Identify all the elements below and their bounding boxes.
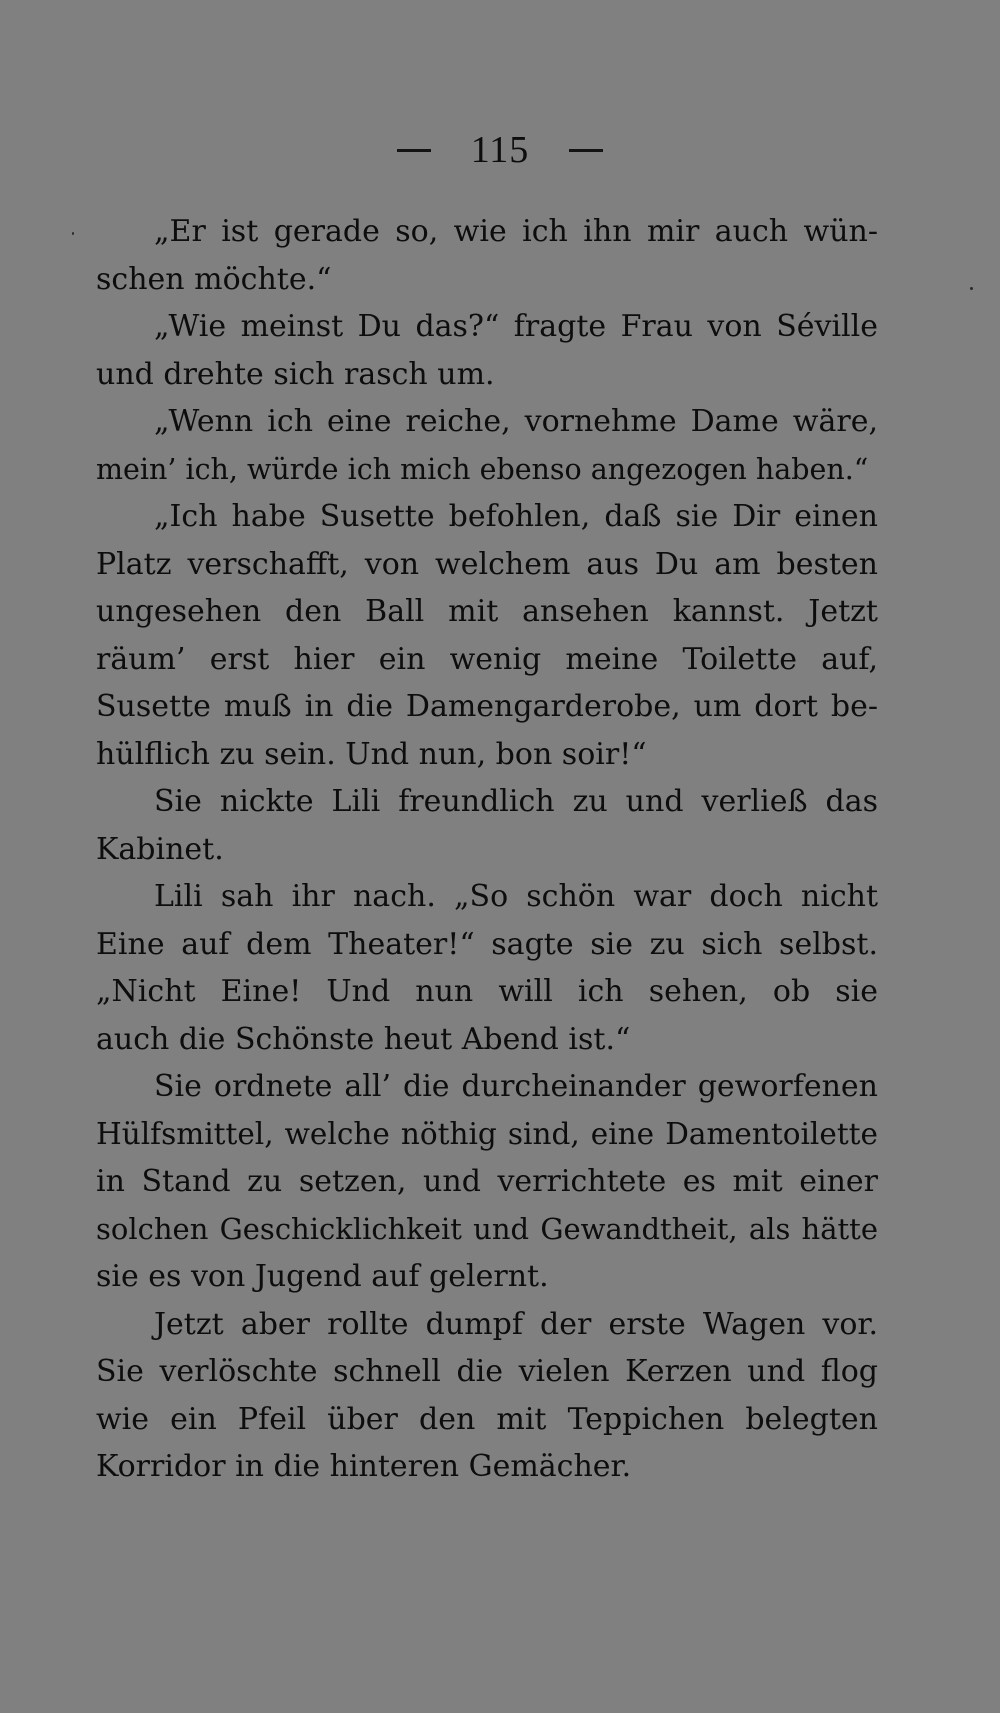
left-dash <box>397 149 431 152</box>
text-line: sie es von Jugend auf gelernt. <box>96 1259 549 1294</box>
text-line: Sie ordnete all’ die durcheinander geworfenen <box>154 1069 878 1104</box>
text-line: solchen Geschicklichkeit und Gewandtheit, als hätte <box>96 1211 878 1246</box>
text-line: Platz verschafft, von welchem aus Du am besten <box>96 546 878 582</box>
right-dash <box>569 149 603 152</box>
text-line: „Ich habe Susette befohlen, daß sie Dir einen <box>154 499 878 534</box>
text-line: Jetzt aber rollte dumpf der erste Wagen vor. <box>154 1306 878 1342</box>
scan-speck <box>72 232 74 235</box>
text-line: in Stand zu setzen, und verrichtete es mit einer <box>96 1164 878 1199</box>
text-line: „Nicht Eine! Und nun will ich sehen, ob sie <box>96 974 878 1009</box>
text-line: Lili sah ihr nach. „So schön war doch nicht <box>154 879 878 914</box>
text-line: „Er ist gerade so, wie ich ihn mir auch wün- <box>154 214 878 249</box>
text-line: Korridor in die hinteren Gemächer. <box>96 1449 632 1484</box>
page-number: 115 <box>470 129 530 171</box>
text-line: auch die Schönste heut Abend ist.“ <box>96 1021 631 1057</box>
body-text <box>96 208 878 1491</box>
text-line: „Wenn ich eine reiche, vornehme Dame wäre, <box>154 404 878 439</box>
text-line: ungesehen den Ball mit ansehen kannst. Jetzt <box>96 594 878 629</box>
text-line: Sie nickte Lili freundlich zu und verließ das <box>154 784 878 819</box>
text-line: und drehte sich rasch um. <box>96 356 495 392</box>
text-line: hülflich zu sein. Und nun, bon soir!“ <box>96 736 647 772</box>
text-line: Eine auf dem Theater!“ sagte sie zu sich selbst. <box>96 926 878 962</box>
text-line: „Wie meinst Du das?“ fragte Frau von Séville <box>154 309 878 344</box>
text-line: Sie verlöschte schnell die vielen Kerzen und flog <box>96 1354 878 1389</box>
text-line: räum’ erst hier ein wenig meine Toilette auf, <box>96 641 878 677</box>
text-line: mein’ ich, würde ich mich ebenso angezogen haben.“ <box>96 452 869 486</box>
text-line: wie ein Pfeil über den mit Teppichen belegten <box>96 1401 878 1437</box>
text-line: Hülfsmittel, welche nöthig sind, eine Damentoilette <box>96 1116 878 1151</box>
text-line: Susette muß in die Damengarderobe, um dort be- <box>96 689 878 724</box>
page-number-header <box>0 128 1000 172</box>
scan-speck <box>970 287 973 290</box>
text-line: schen möchte.“ <box>96 261 332 297</box>
text-line: Kabinet. <box>96 831 224 867</box>
